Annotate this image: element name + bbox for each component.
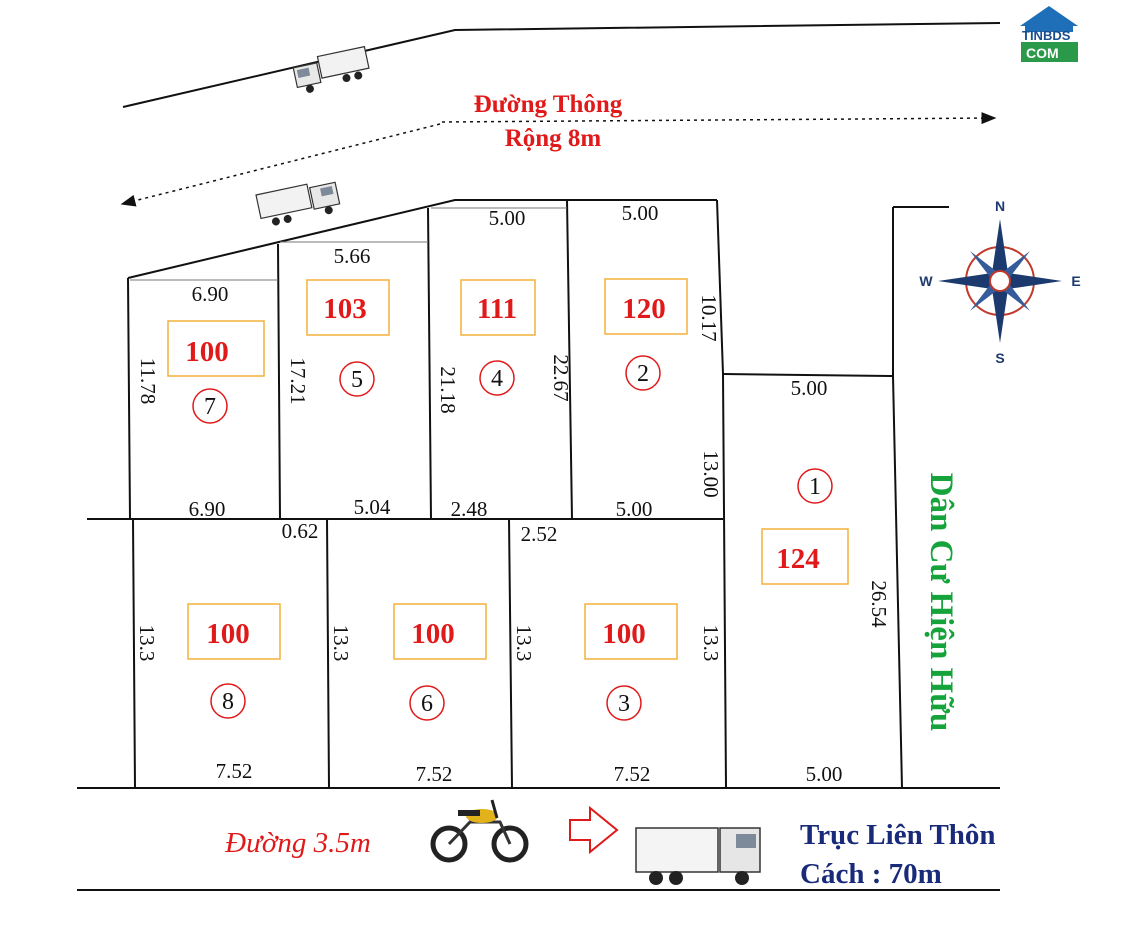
- dim-lot3-side-left: 13.3: [512, 624, 536, 662]
- area-boxes: [168, 279, 848, 659]
- lot-1-number: 1: [809, 474, 821, 500]
- lot-6-number: 6: [421, 691, 433, 717]
- neighbors-label: Dân Cư Hiện Hữu: [923, 472, 959, 732]
- dim-lot2-top: 5.00: [621, 201, 659, 225]
- road-width-arrow-right: [442, 118, 995, 122]
- dim-lot3-side-right: 13.3: [699, 624, 723, 662]
- dim-lot2-bottom: 5.00: [615, 497, 653, 521]
- direction-arrow-icon: [570, 808, 617, 852]
- lot-4-number: 4: [491, 366, 503, 392]
- dim-lot1-top: 5.00: [790, 376, 828, 400]
- lot-5-area: 103: [323, 293, 367, 325]
- dim-lot2-side-left: 22.67: [549, 354, 573, 402]
- arterial-road-distance: Cách : 70m: [800, 858, 942, 890]
- arterial-road-name: Trục Liên Thôn: [800, 819, 996, 851]
- lot-2-area: 120: [622, 293, 666, 325]
- dim-lot5-side: 17.21: [286, 357, 310, 405]
- top-road-name: Đường Thông: [473, 91, 623, 118]
- lot-5-number: 5: [351, 367, 363, 393]
- dim-lot4-side: 21.18: [436, 366, 460, 414]
- dim-lot1-side-right: 26.54: [867, 580, 891, 628]
- dim-lot6-bottom: 7.52: [415, 762, 453, 786]
- logo-text-bottom: COM: [1026, 45, 1059, 61]
- lot-1-area: 124: [776, 543, 820, 575]
- compass-west: W: [919, 273, 933, 289]
- dim-lot8-side: 13.3: [135, 624, 159, 662]
- lot-4-area: 111: [476, 293, 518, 325]
- dim-lot5-bottom: 5.04: [353, 495, 391, 519]
- dim-lot4-top: 5.00: [488, 206, 526, 230]
- dim-lot6-side: 13.3: [329, 624, 353, 662]
- dim-lot7-side: 11.78: [136, 357, 160, 405]
- compass-north: N: [994, 198, 1006, 214]
- truck-icon-bottom: [636, 828, 760, 885]
- dim-lot7-bottom: 6.90: [188, 497, 226, 521]
- dim-jog-right: 2.52: [520, 522, 558, 546]
- lot-8-number: 8: [222, 689, 234, 715]
- truck-icon-top-1: [292, 47, 371, 96]
- dim-lot5-top: 5.66: [333, 244, 371, 268]
- lot-7-area: 100: [185, 336, 229, 368]
- compass-south: S: [995, 350, 1005, 366]
- lot-6-area: 100: [411, 618, 455, 650]
- compass-rose-icon: [938, 219, 1062, 343]
- dim-jog-left: 0.62: [281, 519, 319, 543]
- motorbike-icon: [433, 800, 526, 860]
- bottom-road-name: Đường 3.5m: [225, 827, 371, 859]
- lot-3-number: 3: [618, 691, 630, 717]
- lot-2-number: 2: [637, 361, 649, 387]
- compass-east: E: [1071, 273, 1081, 289]
- logo-text-top: TINBDS: [1022, 28, 1071, 43]
- dim-lot8-bottom: 7.52: [215, 759, 253, 783]
- lot-3-area: 100: [602, 618, 646, 650]
- dim-lot7-top: 6.90: [191, 282, 229, 306]
- lot-8-area: 100: [206, 618, 250, 650]
- dim-lot4-bottom: 2.48: [450, 497, 488, 521]
- dim-lot2-side-right: 10.17: [697, 294, 721, 342]
- dim-lot3-bottom: 7.52: [613, 762, 651, 786]
- dim-lot1-side-upper: 13.00: [699, 450, 723, 498]
- tinbds-logo: [1020, 6, 1078, 62]
- top-road-width: Rộng 8m: [504, 125, 602, 152]
- truck-icon-top-2: [256, 178, 341, 228]
- lot-7-number: 7: [204, 394, 216, 420]
- dim-lot1-bottom: 5.00: [805, 762, 843, 786]
